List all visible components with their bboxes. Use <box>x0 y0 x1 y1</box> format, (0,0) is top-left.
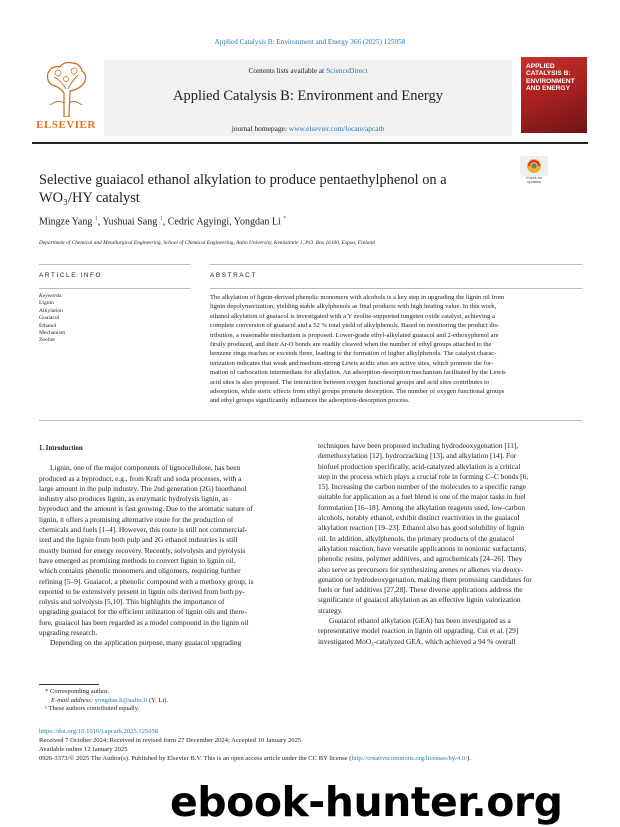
body-text-line: fore, guaiacol has been regarded as a model compound in the lignin oil <box>39 617 249 627</box>
bibliographic-info <box>39 728 599 764</box>
keyword: Mechanism <box>39 330 66 337</box>
body-text-line: formulation [16–18]. Among the alkylation reagents used, low-carbon <box>318 502 526 512</box>
abstract-line: The alkylation of lignin-derived phenolic monomers with alcohols is a key step in upgrading the lignin oil from <box>210 294 505 301</box>
elsevier-tree-icon <box>42 59 90 117</box>
running-header[interactable]: Applied Catalysis B: Environment and Energy 366 (2025) 125058 <box>214 38 406 46</box>
contents-line <box>104 66 512 75</box>
body-text-line: fuels or fuel additives [27,28]. These diverse applications address the <box>318 585 523 595</box>
license-suffix: ). <box>467 754 471 762</box>
keywords-block <box>39 293 174 345</box>
received-dates: Received 7 October 2024; Received in revised form 27 December 2024; Accepted 10 January 2025 <box>39 736 302 744</box>
keywords-label: Keywords: <box>39 293 64 299</box>
body-text-line: biofuel production specifically, acid-catalyzed alkylation is a critical <box>318 461 521 471</box>
email-link[interactable]: yongdan.li@aalto.fi <box>94 696 148 704</box>
homepage-link[interactable]: www.elsevier.com/locate/apcatb <box>288 124 385 133</box>
footnote-corresponding: * Corresponding author. <box>45 688 109 695</box>
body-text-line: upgrading guaiacol for the efficient utilization of lignin oils and there- <box>39 607 247 617</box>
abstract-line: mation of carbocation intermediate for alkylation. An adsorption-desorption mechanism facilitated by the Lewis <box>210 369 506 377</box>
keyword: Alkylation <box>39 307 63 314</box>
available-online: Available online 12 January 2025 <box>39 745 128 753</box>
abstract-line: complete conversion of guaiacol and a 52 % total yield of alkylphenols. Based on monitoring the product dis- <box>210 322 500 330</box>
body-text-line: produced as a byproduct, e.g., from Kraft and soda processes, with a <box>39 473 242 483</box>
info-divider-right <box>210 264 582 265</box>
check-for-updates-button[interactable] <box>520 156 548 188</box>
homepage-prefix: journal homepage: <box>231 124 289 133</box>
abstract-body <box>210 293 582 406</box>
footnote-equal: ¹ These authors contributed equally. <box>45 705 140 713</box>
elsevier-wordmark: ELSEVIER <box>36 119 96 131</box>
abstract-heading: ABSTRACT <box>210 272 257 279</box>
body-text-line: Depending on the application purpose, many guaiacol upgrading <box>50 638 242 648</box>
body-text-line: representative model reaction in lignin oil upgrading. Cui et al. [29] <box>318 626 519 636</box>
body-text-line: demethoxylation [12], hydrocracking [13], and alkylation [14]. For <box>318 451 517 461</box>
body-text-line: suitable for application as a fuel blend is one of the major tasks in fuel <box>318 492 526 502</box>
author-mark[interactable]: 1 <box>159 216 163 222</box>
body-text-line: 15]. Increasing the carbon number of the molecules to a specific range <box>318 482 527 492</box>
footnote-divider <box>39 684 99 685</box>
author-name[interactable]: Mingze Yang <box>39 216 93 228</box>
check-updates-label: Check for updates <box>525 176 543 185</box>
body-text-line: alcohols, notably ethanol, exhibit distinct reactivities in the guaiacol <box>318 513 520 523</box>
body-right-column <box>318 441 582 647</box>
author-list: Mingze Yang $^1$, Yushuai Sang $^1$, Cedric Agyingi, Yongdan Li * <box>39 216 287 228</box>
keyword: Ethanol <box>39 322 57 329</box>
license-prefix: 0926-3373/© 2025 The Author(s). Published by Elsevier B.V. This is an open access article under the CC BY license ( <box>39 754 352 762</box>
email-label: E-mail address: <box>51 696 95 704</box>
article-title-line-2: WO₃/HY catalyst <box>39 190 140 206</box>
sciencedirect-link[interactable]: ScienceDirect <box>326 66 368 75</box>
body-text-line: byproduct and the amount is fast growing. Due to the aromatic nature of <box>39 504 253 514</box>
intro-left-text <box>39 463 301 648</box>
body-text-line: ized and the lignin from both pulp and 2G ethanol industries is still <box>39 535 238 545</box>
contents-prefix: Contents lists available at <box>248 66 327 75</box>
body-text-line: reported to be extensively present in lignin oils derived from both py- <box>39 586 245 596</box>
email-suffix: (Y. Li). <box>147 696 169 704</box>
body-text-line: strategy. <box>318 605 343 615</box>
body-text-line: oil. In addition, alkylphenols, the primary products of the guaiacol <box>318 533 515 543</box>
keyword: Guaiacol <box>39 315 60 322</box>
cover-title: APPLIED CATALYSIS B: ENVIRONMENT AND ENERGY <box>526 63 575 93</box>
abstract-end-divider <box>39 420 582 421</box>
header-divider <box>32 142 588 144</box>
intro-heading: 1. Introduction <box>39 445 83 452</box>
body-text-line: lignin, it offers a promising alternative route for the production of <box>39 514 234 524</box>
body-text-line: step in the process which plays a crucial role in forming C–C bonds [6, <box>318 471 529 481</box>
abstract-line: adsorption, while steric effects from ethyl groups promote desorption. The number of oxygen functional groups <box>210 388 505 396</box>
body-text-line: investigated MoO₃-catalyzed GEA, which achieved a 94 % overall <box>318 636 516 646</box>
abstract-line: firstly produced, and their Ar-O bonds are readily cleaved when the number of ethyl groups attached to the <box>210 341 492 349</box>
keyword: Lignin <box>39 300 54 307</box>
body-text-line: also serve as precursors for synthesizing arenes or alkenes via deoxy- <box>318 564 524 574</box>
abstract-line: ethanol alkylation of guaiacol is investigated with a Y zeolite-supported tungsten oxide catalyst, achieving a <box>210 312 495 320</box>
homepage-line <box>104 124 512 133</box>
license-link[interactable]: http://creativecommons.org/licenses/by/4.0/ <box>351 754 468 762</box>
author-name[interactable]: Cedric Agyingi <box>167 216 230 228</box>
body-text-line: large amount in the pulp industry. The 2nd generation (2G) bioethanol <box>39 483 247 493</box>
body-text-line: chemicals and fuels [1–4]. However, this route is still not commercial- <box>39 525 248 535</box>
body-text-line: alkylation reaction [19–23]. Ethanol also has good solubility of lignin <box>318 523 525 533</box>
abstract-line: terization indicates that weak and medium-strong Lewis acidic sites are active sites, which promote the for- <box>210 359 494 367</box>
body-text-line: refining [5–9]. Guaiacol, a phenolic compound with a methoxy group, is <box>39 576 254 586</box>
abstract-line: tribution, a reasonable mechanism is proposed. Lower-grade ethyl-alkylated guaiacol and 2-ethoxyphenol are <box>210 331 499 339</box>
abstract-divider <box>210 288 582 289</box>
author-name[interactable]: Yongdan Li <box>233 216 281 228</box>
body-text-line: which contains phenolic monomers and oligomers, requiring further <box>39 566 241 576</box>
body-text-line: have emerged as promising methods to convert lignin to lignin oil, <box>39 555 236 565</box>
article-title <box>39 171 509 207</box>
author-name[interactable]: Yushuai Sang <box>102 216 158 228</box>
journal-cover-image[interactable] <box>521 57 587 133</box>
abstract-line: lignin depolymerization, yielding stable alkylphenols as final products with high heating value. In this work, <box>210 303 497 311</box>
body-text-line: techniques have been proposed including hydrodeoxygenation [11], <box>318 441 519 450</box>
body-text-line: industry also produces lignin, as enzymatic hydrolysis lignin, as <box>39 494 229 504</box>
body-text-line: genation or hydrodeoxygenation, making them promising candidates for <box>318 574 532 584</box>
footnote-email <box>39 697 168 706</box>
elsevier-logo[interactable] <box>34 59 98 133</box>
body-text-line: alkylation reaction, have versatile applications in nonionic surfactants, <box>318 543 527 553</box>
license-line <box>39 755 599 764</box>
doi-link[interactable]: https://doi.org/10.1016/j.apcatb.2025.125058 <box>39 728 159 735</box>
article-title-line-1: Selective guaiacol ethanol alkylation to produce pentaethylphenol on a <box>39 172 447 188</box>
affiliation: Department of Chemical and Metallurgical Engineering, School of Chemical Engineering, Aalto University, Kemistintie 1, P.O. Box 16100, Espoo, Finland <box>39 240 375 246</box>
article-info-heading: ARTICLE INFO <box>39 272 103 279</box>
body-text-line: mostly burned for energy recovery. Recently, solvolysis and pyrolysis <box>39 545 246 555</box>
body-text-line: upgrading research. <box>39 628 98 638</box>
abstract-line: acid sites is also proposed. The interaction between oxygen functional groups and acid sites contributes to <box>210 378 490 386</box>
body-left-column <box>39 444 301 649</box>
watermark-text: ebook-hunter.org <box>170 778 563 826</box>
body-text-line: phenolic resins, polymer additives, and agrochemicals [24–26]. They <box>318 554 523 564</box>
info-divider-left <box>39 264 190 265</box>
body-text-line: rolysis and solvolysis [5,10]. This highlights the importance of <box>39 597 225 607</box>
author-mark[interactable]: 1 <box>94 216 98 222</box>
author-mark[interactable]: * <box>283 216 287 222</box>
intro-right-text <box>318 441 582 647</box>
abstract-line: benzene rings reaches or exceeds three, leading to the formation of higher alkylphenols. The catalyst charac- <box>210 350 497 358</box>
journal-title: Applied Catalysis B: Environment and Energy <box>173 88 443 104</box>
check-updates-icon <box>520 156 548 176</box>
abstract-line: and ethyl groups significantly influences the adsorption-desorption process. <box>210 397 410 405</box>
footnotes <box>39 688 168 714</box>
body-text-line: Guaiacol ethanol alkylation (GEA) has been investigated as a <box>329 616 511 626</box>
keyword: Zeolite <box>39 337 55 344</box>
body-text-line: Lignin, one of the major components of lignocellulose, has been <box>50 463 241 473</box>
body-text-line: significance of guaiacol alkylation as an effective lignin valorization <box>318 595 521 605</box>
keywords-divider <box>39 288 190 289</box>
